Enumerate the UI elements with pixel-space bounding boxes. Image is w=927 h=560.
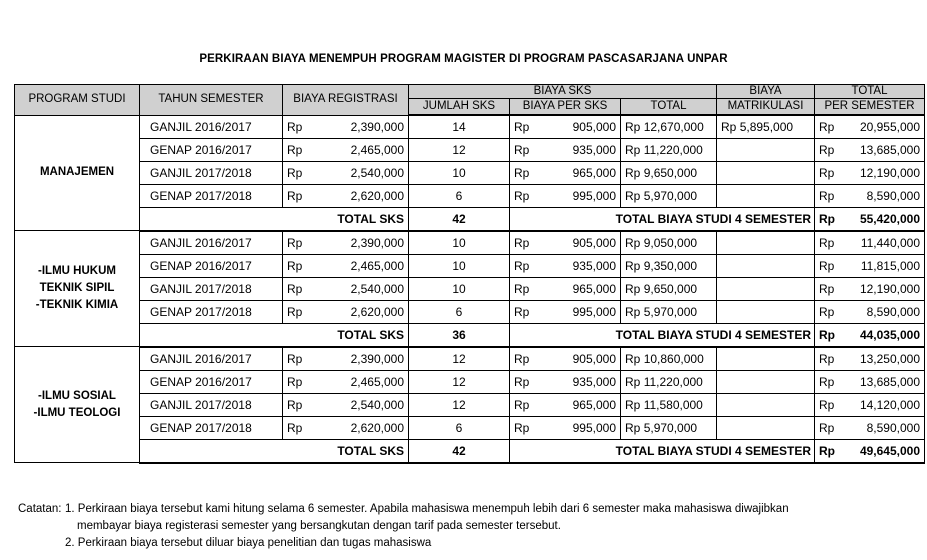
total-sks-cost-cell <box>621 138 717 161</box>
total-semester-cell <box>815 347 925 370</box>
notes <box>18 501 789 552</box>
total-sks-cost-cell <box>621 115 717 138</box>
total-semester-cell <box>815 301 925 324</box>
header-total-line1: TOTAL <box>815 85 925 99</box>
jumlah-sks-cell: 6 <box>409 416 510 439</box>
registrasi-amount: 2,620,000 <box>350 189 404 204</box>
biaya-per-sks-cell <box>510 393 621 416</box>
cost-table <box>14 84 925 464</box>
total-sks-cost-cell <box>621 185 717 208</box>
total-sks-cost-cell <box>621 231 717 254</box>
registrasi-amount: 2,465,000 <box>350 374 404 389</box>
semester-cell: GENAP 2017/2018 <box>140 185 283 208</box>
total-semester-cell <box>815 277 925 300</box>
currency-label: Rp <box>514 258 530 273</box>
currency-label: Rp <box>819 374 835 389</box>
currency-label: Rp <box>514 235 530 250</box>
jumlah-sks-cell: 12 <box>409 393 510 416</box>
matrikulasi-cell <box>717 161 815 184</box>
currency-label: Rp <box>819 258 835 273</box>
total-biaya-cell <box>815 440 925 463</box>
total-biaya-amount: 44,035,000 <box>859 328 920 343</box>
per-sks-amount: 965,000 <box>572 281 616 296</box>
total-row-blank <box>140 324 283 347</box>
per-sks-amount: 995,000 <box>572 421 616 436</box>
header-biaya-registrasi: BIAYA REGISTRASI <box>283 85 409 116</box>
currency-label: Rp <box>819 119 835 134</box>
matrikulasi-cell <box>717 370 815 393</box>
total-semester-cell <box>815 115 925 138</box>
jumlah-sks-cell: 6 <box>409 185 510 208</box>
registrasi-amount: 2,390,000 <box>350 119 404 134</box>
total-row <box>15 324 925 347</box>
program-cell <box>15 115 140 231</box>
table-row <box>15 370 925 393</box>
program-name: -ILMU SOSIAL <box>38 389 116 402</box>
total-semester-cell <box>815 138 925 161</box>
jumlah-sks-cell: 12 <box>409 347 510 370</box>
registrasi-cell <box>283 161 409 184</box>
currency-label: Rp <box>819 189 835 204</box>
total-sks-cost-amount: 9,650,000 <box>643 165 698 180</box>
biaya-per-sks-cell <box>510 161 621 184</box>
total-biaya-label: TOTAL BIAYA STUDI 4 SEMESTER <box>510 208 815 231</box>
registrasi-cell <box>283 301 409 324</box>
total-semester-cell <box>815 393 925 416</box>
matrikulasi-cell <box>717 138 815 161</box>
registrasi-cell <box>283 254 409 277</box>
header-biaya-sks: BIAYA SKS <box>409 85 717 99</box>
table-row <box>15 185 925 208</box>
jumlah-sks-cell: 10 <box>409 231 510 254</box>
header-jumlah-sks: JUMLAH SKS <box>409 99 510 116</box>
total-row <box>15 208 925 231</box>
registrasi-amount: 2,620,000 <box>350 305 404 320</box>
jumlah-sks-cell: 12 <box>409 370 510 393</box>
total-semester-amount: 14,120,000 <box>859 397 920 412</box>
total-biaya-cell <box>815 208 925 231</box>
total-biaya-amount: 55,420,000 <box>859 212 920 227</box>
total-sks-cost-amount: 11,220,000 <box>643 374 703 389</box>
registrasi-amount: 2,540,000 <box>350 165 404 180</box>
biaya-per-sks-cell <box>510 138 621 161</box>
matrikulasi-cell <box>717 301 815 324</box>
currency-label: Rp <box>819 142 835 157</box>
currency-label: Rp <box>819 351 835 366</box>
currency-label: Rp <box>625 235 641 250</box>
currency-label: Rp <box>819 212 835 227</box>
total-sks-cost-amount: 9,350,000 <box>643 258 698 273</box>
semester-cell: GENAP 2016/2017 <box>140 370 283 393</box>
currency-label: Rp <box>819 281 835 296</box>
total-semester-amount: 13,250,000 <box>859 351 920 366</box>
currency-label: Rp <box>287 305 303 320</box>
total-row-blank <box>140 440 283 463</box>
semester-cell: GANJIL 2017/2018 <box>140 161 283 184</box>
total-sks-cost-cell <box>621 301 717 324</box>
per-sks-amount: 935,000 <box>572 374 616 389</box>
program-cell <box>15 231 140 347</box>
total-row-blank <box>140 208 283 231</box>
registrasi-cell <box>283 416 409 439</box>
total-sks-cost-cell <box>621 161 717 184</box>
currency-label: Rp <box>625 165 641 180</box>
currency-label: Rp <box>287 397 303 412</box>
currency-label: Rp <box>625 397 641 412</box>
biaya-per-sks-cell <box>510 416 621 439</box>
header-total-line2: PER SEMESTER <box>815 99 925 116</box>
total-sks-value: 42 <box>409 440 510 463</box>
semester-cell: GENAP 2016/2017 <box>140 138 283 161</box>
page-title: PERKIRAAN BIAYA MENEMPUH PROGRAM MAGISTER DI PROGRAM PASCASARJANA UNPAR <box>199 53 728 65</box>
registrasi-cell <box>283 138 409 161</box>
program-name: -ILMU HUKUM <box>38 265 116 278</box>
jumlah-sks-cell: 10 <box>409 161 510 184</box>
biaya-per-sks-cell <box>510 115 621 138</box>
table-body <box>15 115 925 463</box>
per-sks-amount: 905,000 <box>572 235 616 250</box>
currency-label: Rp <box>287 351 303 366</box>
registrasi-cell <box>283 185 409 208</box>
total-sks-cost-amount: 10,860,000 <box>643 351 704 366</box>
per-sks-amount: 965,000 <box>572 397 616 412</box>
registrasi-cell <box>283 231 409 254</box>
currency-label: Rp <box>514 189 530 204</box>
currency-label: Rp <box>819 397 835 412</box>
per-sks-amount: 935,000 <box>572 142 616 157</box>
total-semester-amount: 11,440,000 <box>860 235 920 250</box>
registrasi-amount: 2,390,000 <box>350 235 404 250</box>
semester-cell: GANJIL 2016/2017 <box>140 115 283 138</box>
biaya-per-sks-cell <box>510 254 621 277</box>
matrikulasi-cell <box>717 231 815 254</box>
note-1: 1. Perkiraan biaya tersebut kami hitung selama 6 semester. Apabila mahasiswa menempuh lebih dari 6 semester maka mahasiswa diwajibkan <box>65 503 789 515</box>
biaya-per-sks-cell <box>510 185 621 208</box>
total-biaya-label: TOTAL BIAYA STUDI 4 SEMESTER <box>510 324 815 347</box>
currency-label: Rp <box>287 165 303 180</box>
total-biaya-cell <box>815 324 925 347</box>
total-sks-value: 42 <box>409 208 510 231</box>
registrasi-amount: 2,540,000 <box>350 397 404 412</box>
notes-label: Catatan: <box>18 503 62 515</box>
header-biaya-matrikulasi-line1: BIAYA <box>717 85 815 99</box>
header-program-studi: PROGRAM STUDI <box>15 85 140 116</box>
currency-label: Rp <box>287 258 303 273</box>
registrasi-amount: 2,540,000 <box>350 281 404 296</box>
currency-label: Rp <box>721 119 737 134</box>
per-sks-amount: 935,000 <box>572 258 616 273</box>
total-semester-amount: 12,190,000 <box>859 165 920 180</box>
currency-label: Rp <box>287 374 303 389</box>
per-sks-amount: 905,000 <box>572 119 616 134</box>
currency-label: Rp <box>287 235 303 250</box>
table-row <box>15 393 925 416</box>
jumlah-sks-cell: 10 <box>409 254 510 277</box>
table-row <box>15 161 925 184</box>
currency-label: Rp <box>514 281 530 296</box>
matrikulasi-cell <box>717 277 815 300</box>
currency-label: Rp <box>287 421 303 436</box>
total-sks-cost-amount: 5,970,000 <box>643 421 698 436</box>
currency-label: Rp <box>514 397 530 412</box>
total-sks-label: TOTAL SKS <box>283 324 409 347</box>
currency-label: Rp <box>625 351 641 366</box>
total-sks-cost-cell <box>621 393 717 416</box>
currency-label: Rp <box>514 374 530 389</box>
currency-label: Rp <box>625 258 641 273</box>
matrikulasi-cell <box>717 416 815 439</box>
program-name: MANAJEMEN <box>39 166 115 179</box>
currency-label: Rp <box>514 421 530 436</box>
table-row <box>15 301 925 324</box>
total-semester-amount: 13,685,000 <box>859 142 920 157</box>
currency-label: Rp <box>819 421 835 436</box>
registrasi-cell <box>283 393 409 416</box>
matrikulasi-cell <box>717 393 815 416</box>
total-sks-value: 36 <box>409 324 510 347</box>
currency-label: Rp <box>514 305 530 320</box>
total-sks-cost-cell <box>621 416 717 439</box>
matrikulasi-cell <box>717 254 815 277</box>
matrikulasi-cell <box>717 115 815 138</box>
semester-cell: GENAP 2017/2018 <box>140 301 283 324</box>
total-sks-cost-cell <box>621 277 717 300</box>
currency-label: Rp <box>819 328 835 343</box>
per-sks-amount: 965,000 <box>572 165 616 180</box>
table-row <box>15 138 925 161</box>
total-sks-label: TOTAL SKS <box>283 440 409 463</box>
total-sks-cost-amount: 5,970,000 <box>643 189 698 204</box>
table-row <box>15 416 925 439</box>
total-semester-amount: 20,955,000 <box>859 119 920 134</box>
matrikulasi-amount: 5,895,000 <box>739 119 794 134</box>
table-row <box>15 277 925 300</box>
currency-label: Rp <box>819 235 835 250</box>
currency-label: Rp <box>625 142 641 157</box>
currency-label: Rp <box>819 443 835 458</box>
semester-cell: GANJIL 2016/2017 <box>140 231 283 254</box>
matrikulasi-cell <box>717 347 815 370</box>
per-sks-amount: 995,000 <box>572 189 616 204</box>
currency-label: Rp <box>625 119 641 134</box>
biaya-per-sks-cell <box>510 347 621 370</box>
semester-cell: GANJIL 2017/2018 <box>140 393 283 416</box>
registrasi-cell <box>283 115 409 138</box>
note-1-continuation: membayar biaya registerasi semester yang bersangkutan dengan tarif pada semester tersebut. <box>77 520 561 532</box>
total-semester-cell <box>815 161 925 184</box>
jumlah-sks-cell: 6 <box>409 301 510 324</box>
total-semester-amount: 13,685,000 <box>859 374 920 389</box>
total-sks-label: TOTAL SKS <box>283 208 409 231</box>
total-sks-cost-amount: 9,050,000 <box>643 235 698 250</box>
program-name: -ILMU TEOLOGI <box>33 406 121 419</box>
currency-label: Rp <box>514 351 530 366</box>
registrasi-cell <box>283 347 409 370</box>
per-sks-amount: 995,000 <box>572 305 616 320</box>
program-name: -TEKNIK KIMIA <box>35 299 119 312</box>
biaya-per-sks-cell <box>510 370 621 393</box>
currency-label: Rp <box>287 119 303 134</box>
currency-label: Rp <box>287 189 303 204</box>
currency-label: Rp <box>287 281 303 296</box>
currency-label: Rp <box>819 305 835 320</box>
registrasi-amount: 2,465,000 <box>350 258 404 273</box>
registrasi-amount: 2,390,000 <box>350 351 404 366</box>
semester-cell: GENAP 2017/2018 <box>140 416 283 439</box>
total-semester-amount: 8,590,000 <box>866 421 920 436</box>
biaya-per-sks-cell <box>510 231 621 254</box>
total-sks-cost-amount: 11,580,000 <box>643 397 703 412</box>
currency-label: Rp <box>819 165 835 180</box>
currency-label: Rp <box>514 165 530 180</box>
total-semester-amount: 8,590,000 <box>866 305 920 320</box>
total-sks-cost-amount: 11,220,000 <box>643 142 703 157</box>
total-semester-cell <box>815 231 925 254</box>
total-sks-cost-amount: 5,970,000 <box>643 305 698 320</box>
total-sks-cost-amount: 9,650,000 <box>643 281 698 296</box>
total-row <box>15 440 925 463</box>
total-semester-cell <box>815 254 925 277</box>
per-sks-amount: 905,000 <box>572 351 616 366</box>
registrasi-amount: 2,620,000 <box>350 421 404 436</box>
total-sks-cost-cell <box>621 347 717 370</box>
semester-cell: GANJIL 2017/2018 <box>140 277 283 300</box>
program-name: TEKNIK SIPIL <box>39 282 115 295</box>
table-row <box>15 231 925 254</box>
jumlah-sks-cell: 10 <box>409 277 510 300</box>
matrikulasi-cell <box>717 185 815 208</box>
header-biaya-matrikulasi-line2: MATRIKULASI <box>717 99 815 116</box>
currency-label: Rp <box>625 189 641 204</box>
currency-label: Rp <box>625 374 641 389</box>
total-semester-amount: 11,815,000 <box>860 258 920 273</box>
registrasi-cell <box>283 370 409 393</box>
biaya-per-sks-cell <box>510 301 621 324</box>
jumlah-sks-cell: 14 <box>409 115 510 138</box>
currency-label: Rp <box>625 281 641 296</box>
program-cell <box>15 347 140 463</box>
total-biaya-label: TOTAL BIAYA STUDI 4 SEMESTER <box>510 440 815 463</box>
table-row <box>15 347 925 370</box>
currency-label: Rp <box>625 421 641 436</box>
header-biaya-per-sks: BIAYA PER SKS <box>510 99 621 116</box>
currency-label: Rp <box>514 142 530 157</box>
total-sks-cost-cell <box>621 254 717 277</box>
registrasi-cell <box>283 277 409 300</box>
table-row <box>15 254 925 277</box>
semester-cell: GANJIL 2016/2017 <box>140 347 283 370</box>
total-semester-cell <box>815 370 925 393</box>
registrasi-amount: 2,465,000 <box>350 142 404 157</box>
biaya-per-sks-cell <box>510 277 621 300</box>
jumlah-sks-cell: 12 <box>409 138 510 161</box>
total-semester-cell <box>815 416 925 439</box>
table-row <box>15 115 925 138</box>
total-sks-cost-cell <box>621 370 717 393</box>
header-total-sks-cost: TOTAL <box>621 99 717 116</box>
total-sks-cost-amount: 12,670,000 <box>643 119 704 134</box>
header-tahun-semester: TAHUN SEMESTER <box>140 85 283 116</box>
total-semester-cell <box>815 185 925 208</box>
total-biaya-amount: 49,645,000 <box>859 443 920 458</box>
currency-label: Rp <box>625 305 641 320</box>
note-2: 2. Perkiraan biaya tersebut diluar biaya penelitian dan tugas mahasiswa <box>65 537 432 549</box>
currency-label: Rp <box>514 119 530 134</box>
semester-cell: GENAP 2016/2017 <box>140 254 283 277</box>
currency-label: Rp <box>287 142 303 157</box>
total-semester-amount: 8,590,000 <box>866 189 920 204</box>
total-semester-amount: 12,190,000 <box>859 281 920 296</box>
